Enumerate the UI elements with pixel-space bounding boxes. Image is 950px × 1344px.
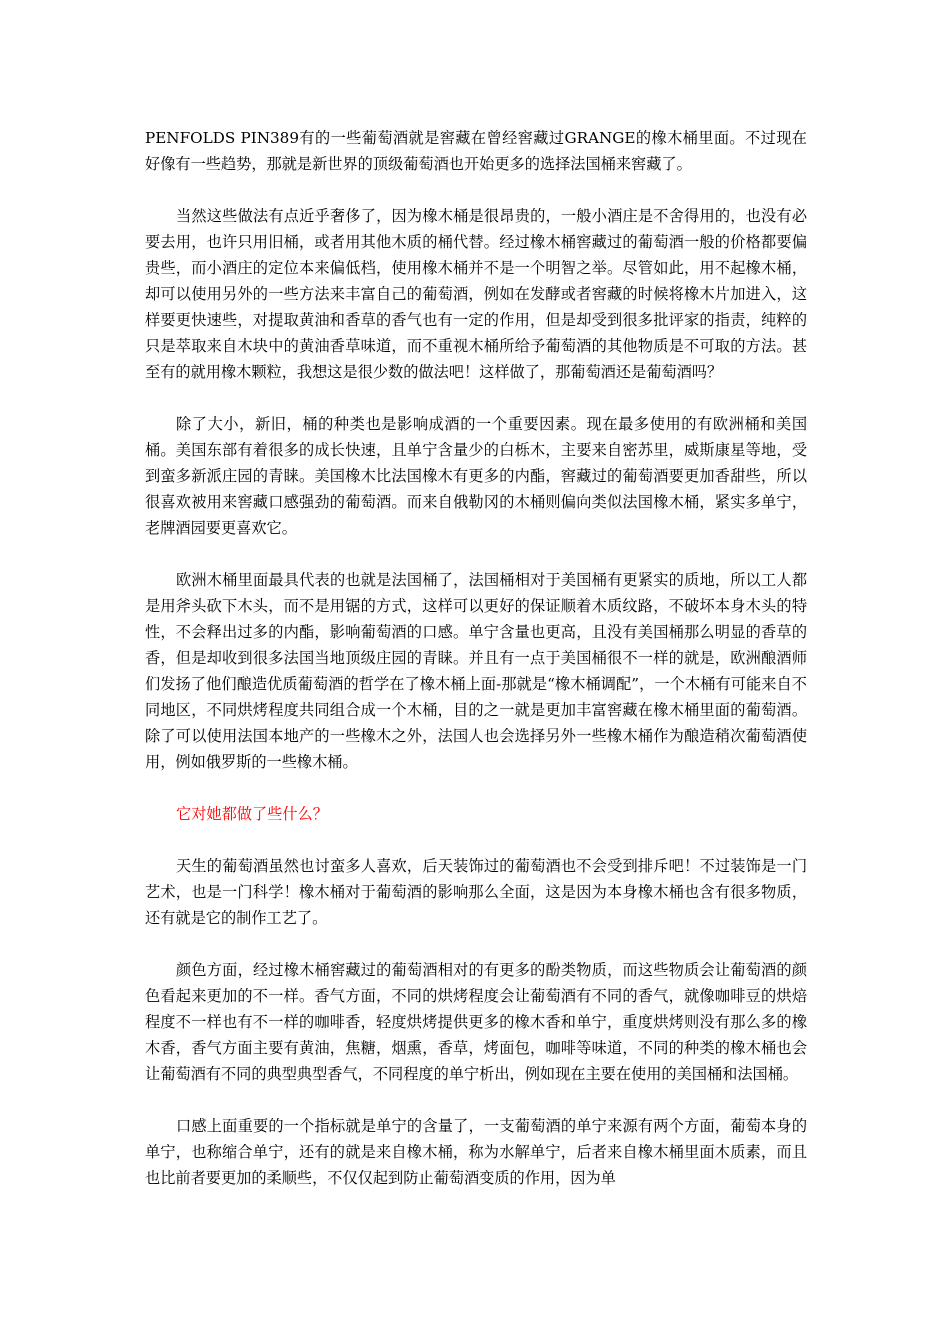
paragraph-3: 除了大小，新旧，桶的种类也是影响成酒的一个重要因素。现在最多使用的有欧洲桶和美国桶。美国东部有着很多的成长快速，且单宁含量少的白栎木，主要来自密苏里，威斯康星等地，受到蛮多新派庄园的青睐。美国橡木比法国橡木有更多的内酯，窖藏过的葡萄酒要更加香甜些，所以很喜欢被用来窖藏口感强劲的葡萄酒。而来自俄勒冈的木桶则偏向类似法国橡木桶，紧实多单宁，老牌酒园要更喜欢它。 bbox=[145, 415, 807, 537]
paragraph-5: 天生的葡萄酒虽然也讨蛮多人喜欢，后天装饰过的葡萄酒也不会受到排斥吧！不过装饰是一门艺术，也是一门科学！橡木桶对于葡萄酒的影响那么全面，这是因为本身橡木桶也含有很多物质，还有就是它的制作工艺了。 bbox=[145, 857, 807, 927]
paragraph-4: 欧洲木桶里面最具代表的也就是法国桶了，法国桶相对于美国桶有更紧实的质地，所以工人都是用斧头砍下木头，而不是用锯的方式，这样可以更好的保证顺着木质纹路，不破坏本身木头的特性，不会释出过多的内酯，影响葡萄酒的口感。单宁含量也更高，且没有美国桶那么明显的香草的香，但是却收到很多法国当地顶级庄园的青睐。并且有一点于美国桶很不一样的就是，欧洲酿酒师们发扬了他们酿造优质葡萄酒的哲学在了橡木桶上面-那就是“橡木桶调配”，一个木桶有可能来自不同地区，不同烘烤程度共同组合成一个木桶，目的之一就是更加丰富窖藏在橡木桶里面的葡萄酒。除了可以使用法国本地产的一些橡木之外，法国人也会选择另外一些橡木桶作为酿造稍次葡萄酒使用，例如俄罗斯的一些橡木桶。 bbox=[145, 571, 807, 771]
section-heading: 它对她都做了些什么？ bbox=[176, 805, 328, 823]
document-page bbox=[145, 125, 807, 1217]
paragraph-1: PENFOLDS PIN389有的一些葡萄酒就是窖藏在曾经窖藏过GRANGE的橡木桶里面。不过现在好像有一些趋势，那就是新世界的顶级葡萄酒也开始更多的选择法国桶来窖藏了。 bbox=[145, 129, 807, 173]
paragraph-2: 当然这些做法有点近乎奢侈了，因为橡木桶是很昂贵的，一般小酒庄是不舍得用的，也没有必要去用，也许只用旧桶，或者用其他木质的桶代替。经过橡木桶窖藏过的葡萄酒一般的价格都要偏贵些，而小酒庄的定位本来偏低档，使用橡木桶并不是一个明智之举。尽管如此，用不起橡木桶，却可以使用另外的一些方法来丰富自己的葡萄酒，例如在发酵或者窖藏的时候将橡木片加进入，这样要更快速些，对提取黄油和香草的香气也有一定的作用，但是却受到很多批评家的指责，纯粹的只是萃取来自木块中的黄油香草味道，而不重视木桶所给予葡萄酒的其他物质是不可取的方法。甚至有的就用橡木颗粒，我想这是很少数的做法吧！这样做了，那葡萄酒还是葡萄酒吗？ bbox=[145, 207, 807, 381]
paragraph-6: 颜色方面，经过橡木桶窖藏过的葡萄酒相对的有更多的酚类物质，而这些物质会让葡萄酒的颜色看起来更加的不一样。香气方面，不同的烘烤程度会让葡萄酒有不同的香气，就像咖啡豆的烘焙程度不一样也有不一样的咖啡香，轻度烘烤提供更多的橡木香和单宁，重度烘烤则没有那么多的橡木香，香气方面主要有黄油，焦糖，烟熏，香草，烤面包，咖啡等味道，不同的种类的橡木桶也会让葡萄酒有不同的典型典型香气，不同程度的单宁析出，例如现在主要在使用的美国桶和法国桶。 bbox=[145, 961, 807, 1083]
paragraph-7: 口感上面重要的一个指标就是单宁的含量了，一支葡萄酒的单宁来源有两个方面，葡萄本身的单宁，也称缩合单宁，还有的就是来自橡木桶，称为水解单宁，后者来自橡木桶里面木质素，而且也比前者要更加的柔顺些，不仅仅起到防止葡萄酒变质的作用，因为单 bbox=[145, 1117, 807, 1187]
